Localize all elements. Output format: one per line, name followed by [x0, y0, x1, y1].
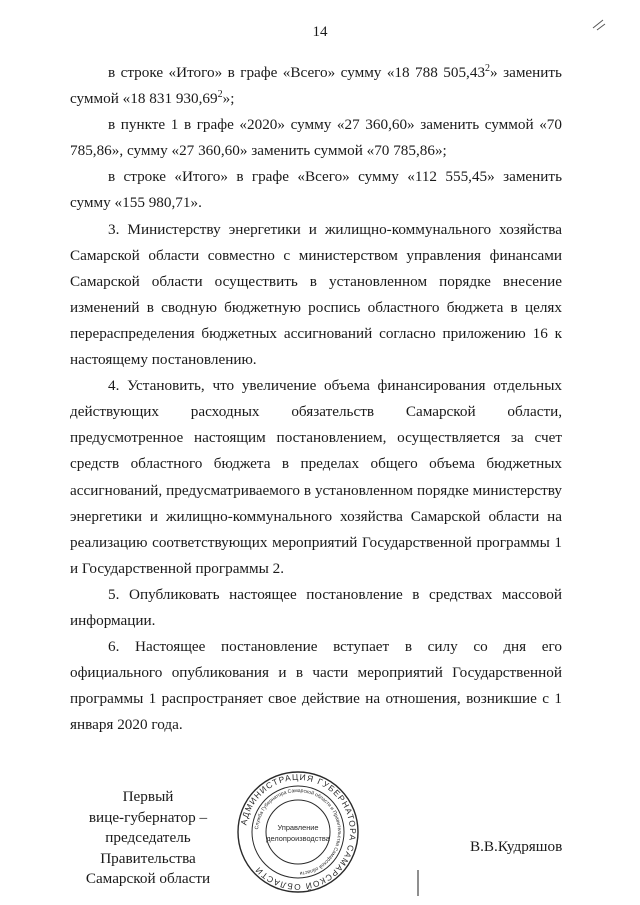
signatory-title-line: вице-губернатор – — [88, 808, 208, 826]
paragraph-3: 3. Министерству энергетики и жилищно-коммунального хозяйства Самарской области совместно с министерством управления финансами Самарской области осуществить в установленном порядке внесение изменений в сводную бюджетную роспись областного бюджета в целях перераспределения бюджетных ассигнований согласно приложению 16 к настоящему постановлению. — [70, 220, 562, 369]
paragraph-itogo-2: в строке «Итого» в графе «Всего» сумму «112 555,45» заменить сумму «155 980,71». — [70, 168, 562, 212]
signatory-title-line: Самарской области — [85, 870, 211, 887]
stamp-center-text: Управление — [277, 823, 319, 832]
stamp-outer-text: АДМИНИСТРАЦИЯ ГУБЕРНАТОРА САМАРСКОЙ ОБЛАСТИ — [238, 771, 359, 893]
signatory-title — [58, 787, 238, 890]
page-number: 14 — [312, 24, 328, 40]
paragraph-4: 4. Установить, что увеличение объема финансирования отдельных действующих расходных обязательств Самарской области, предусмотренное настоящим постановлением, осуществляется за счет средств областного бюджета в пределах общего объема бюджетных ассигнований, предусматриваемого в установленном порядке министерству энергетики и жилищно-коммунального хозяйства Самарской области на реализацию соответствующих мероприятий Государственной программы 1 и Государственной программы 2. — [70, 377, 562, 577]
paragraph-6: 6. Настоящее постановление вступает в силу со дня его официального опубликования и в части мероприятий Государственной программы 1 распространяет свое действие на отношения, возникшие с 1 января 2020 года. — [70, 638, 562, 734]
text-line: » заменить — [490, 64, 562, 81]
text-line: в строке «Итого» в графе «Всего» сумму «18 788 505,43 — [108, 64, 486, 81]
signatory-name: В.В.Кудряшов — [470, 838, 563, 855]
paragraph-5: 5. Опубликовать настоящее постановление в средствах массовой информации. — [70, 585, 562, 629]
scan-mark-icon — [415, 868, 421, 898]
superscript: 2 — [485, 62, 491, 74]
superscript: 2 — [217, 89, 223, 101]
signatory-title-line: Первый — [122, 788, 174, 805]
scan-mark-icon — [591, 14, 609, 32]
paragraph-point-1: в пункте 1 в графе «2020» сумму «27 360,60» заменить суммой «70 785,86», сумму «27 360,60» заменить суммой «70 785,86»; — [70, 116, 562, 160]
paragraph-itogo-1 — [70, 60, 562, 112]
text-line: »; — [222, 90, 235, 108]
stamp-center-text: делопроизводства — [266, 834, 330, 843]
text-line: суммой «18 831 930,69 — [70, 90, 218, 108]
document-body — [70, 60, 562, 738]
signatory-title-line: председатель Правительства — [100, 829, 196, 867]
stamp-inner-circle — [266, 800, 330, 864]
official-stamp — [236, 770, 360, 894]
stamp-inner-text: Служба Губернатора Самарской области и Правительства Самарской области — [254, 787, 343, 876]
